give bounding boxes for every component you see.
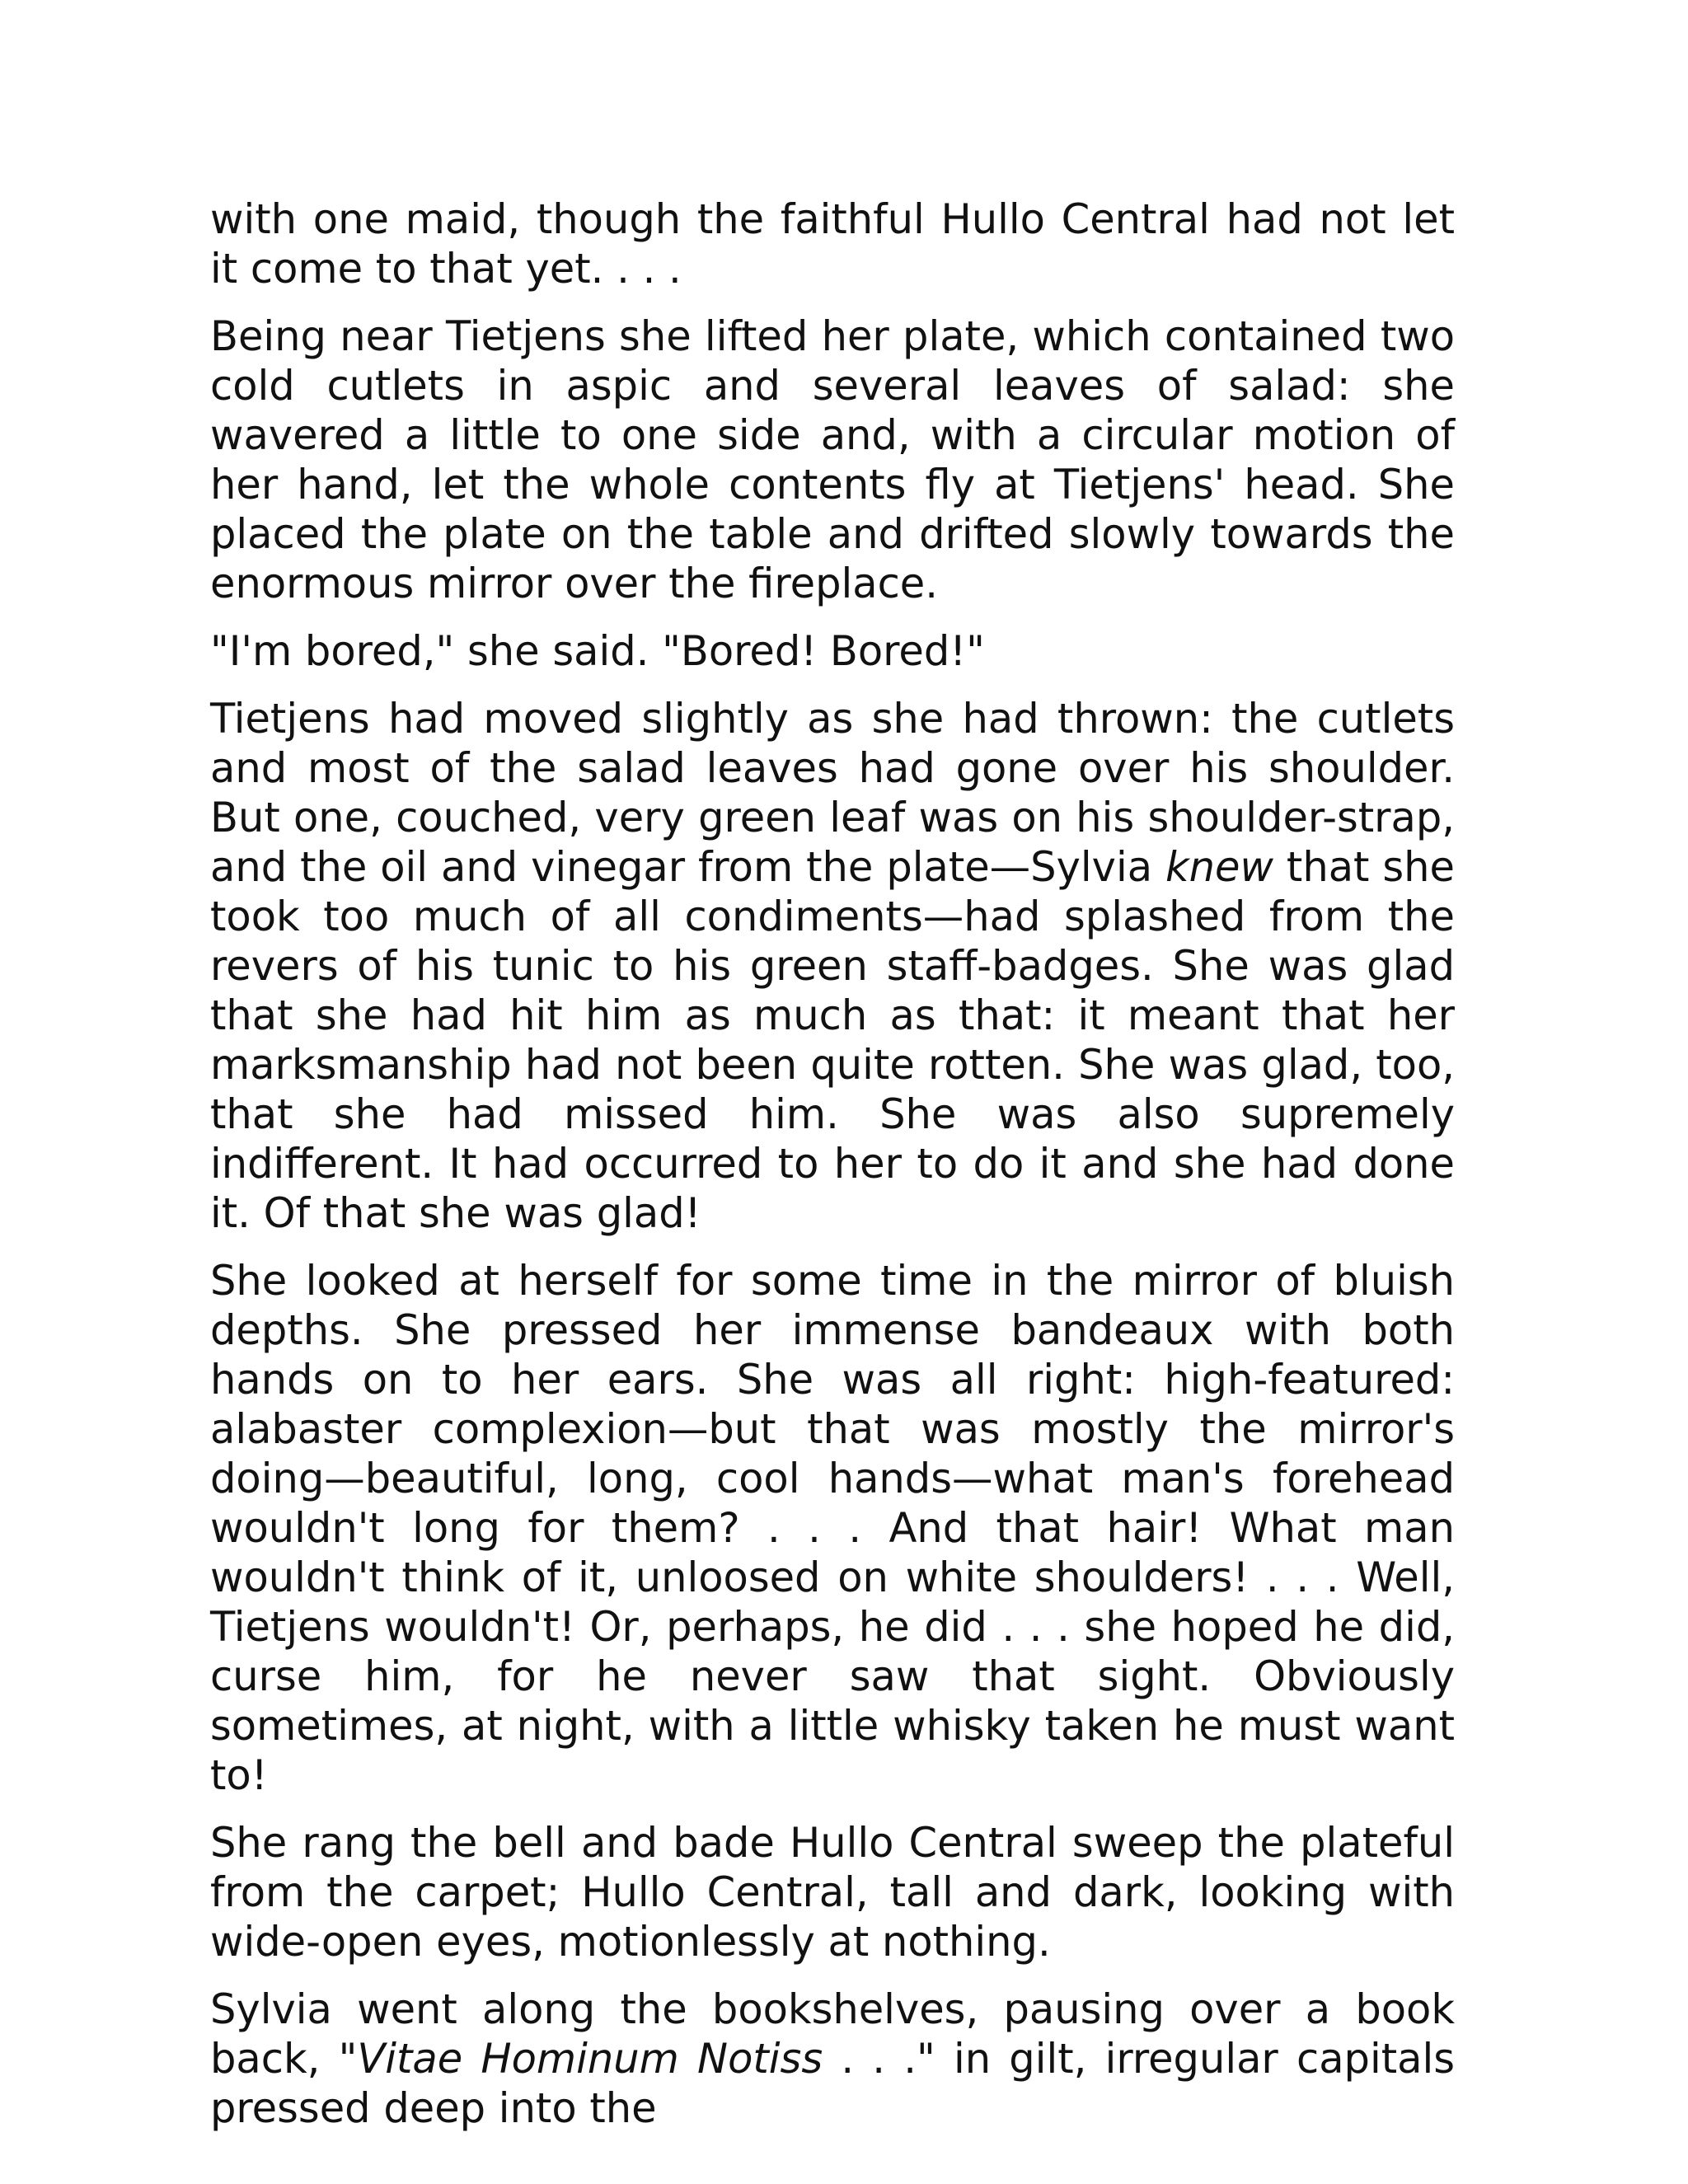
paragraph-5 <box>210 1256 1455 1800</box>
paragraph-5-text: She looked at herself for some time in the mirror of bluish depths. She pressed her immense bandeaux with both hands on to her ears. She was all right: high-featured: alabaster complexion—but that was mostly the mirror's doing—beautiful, long, cool hands—what man's forehead wouldn't long for them? . . . And that hair! What man wouldn't think of it, unloosed on white shoulders! . . . Well, Tietjens wouldn't! Or, perhaps, he did . . . she hoped he did, curse him, for he never saw that sight. Obviously sometimes, at night, with a little whisky taken he must want to! <box>210 1257 1455 1799</box>
paragraph-4-text-a: Tietjens had moved slightly as she had thrown: the cutlets and most of the salad leaves had gone over his shoulder. But one, couched, very green leaf was on his shoulder-strap, and the oil and vinegar from the plate—Sylvia <box>210 695 1455 891</box>
paragraph-3 <box>210 626 1455 676</box>
paragraph-4-emphasis: knew <box>1165 843 1273 891</box>
paragraph-1 <box>210 194 1455 293</box>
paragraph-3-text: "I'm bored," she said. "Bored! Bored!" <box>210 627 985 675</box>
paragraph-7-text-b: . . ." in gilt, irregular capitals pressed deep into the <box>210 2035 1455 2132</box>
paragraph-4 <box>210 694 1455 1238</box>
paragraph-1-text: with one maid, though the faithful Hullo Central had not let it come to that yet. . . . <box>210 195 1455 293</box>
paragraph-7-book-title: Vitae Hominum Notiss <box>357 2035 823 2083</box>
paragraph-6-text: She rang the bell and bade Hullo Central sweep the plateful from the carpet; Hullo Central, tall and dark, looking with wide-open eyes, motionlessly at nothing. <box>210 1819 1455 1966</box>
paragraph-7-text-a: Sylvia went along the bookshelves, pausing over a book back, " <box>210 1985 1455 2083</box>
paragraph-2-text: Being near Tietjens she lifted her plate, which contained two cold cutlets in aspic and several leaves of salad: she wavered a little to one side and, with a circular motion of her hand, let the whole contents fly at Tietjens' head. She placed the plate on the table and drifted slowly towards the enormous mirror over the fireplace. <box>210 312 1455 607</box>
paragraph-6 <box>210 1818 1455 1966</box>
paragraph-4-text-b: that she took too much of all condiments—had splashed from the revers of his tunic to his green staff-badges. She was glad that she had hit him as much as that: it meant that her marksmanship had not been quite rotten. She was glad, too, that she had missed him. She was also supremely indifferent. It had occurred to her to do it and she had done it. Of that she was glad! <box>210 843 1456 1237</box>
paragraph-2 <box>210 312 1455 608</box>
paragraph-7 <box>210 1985 1455 2133</box>
document-page <box>210 194 1455 2151</box>
